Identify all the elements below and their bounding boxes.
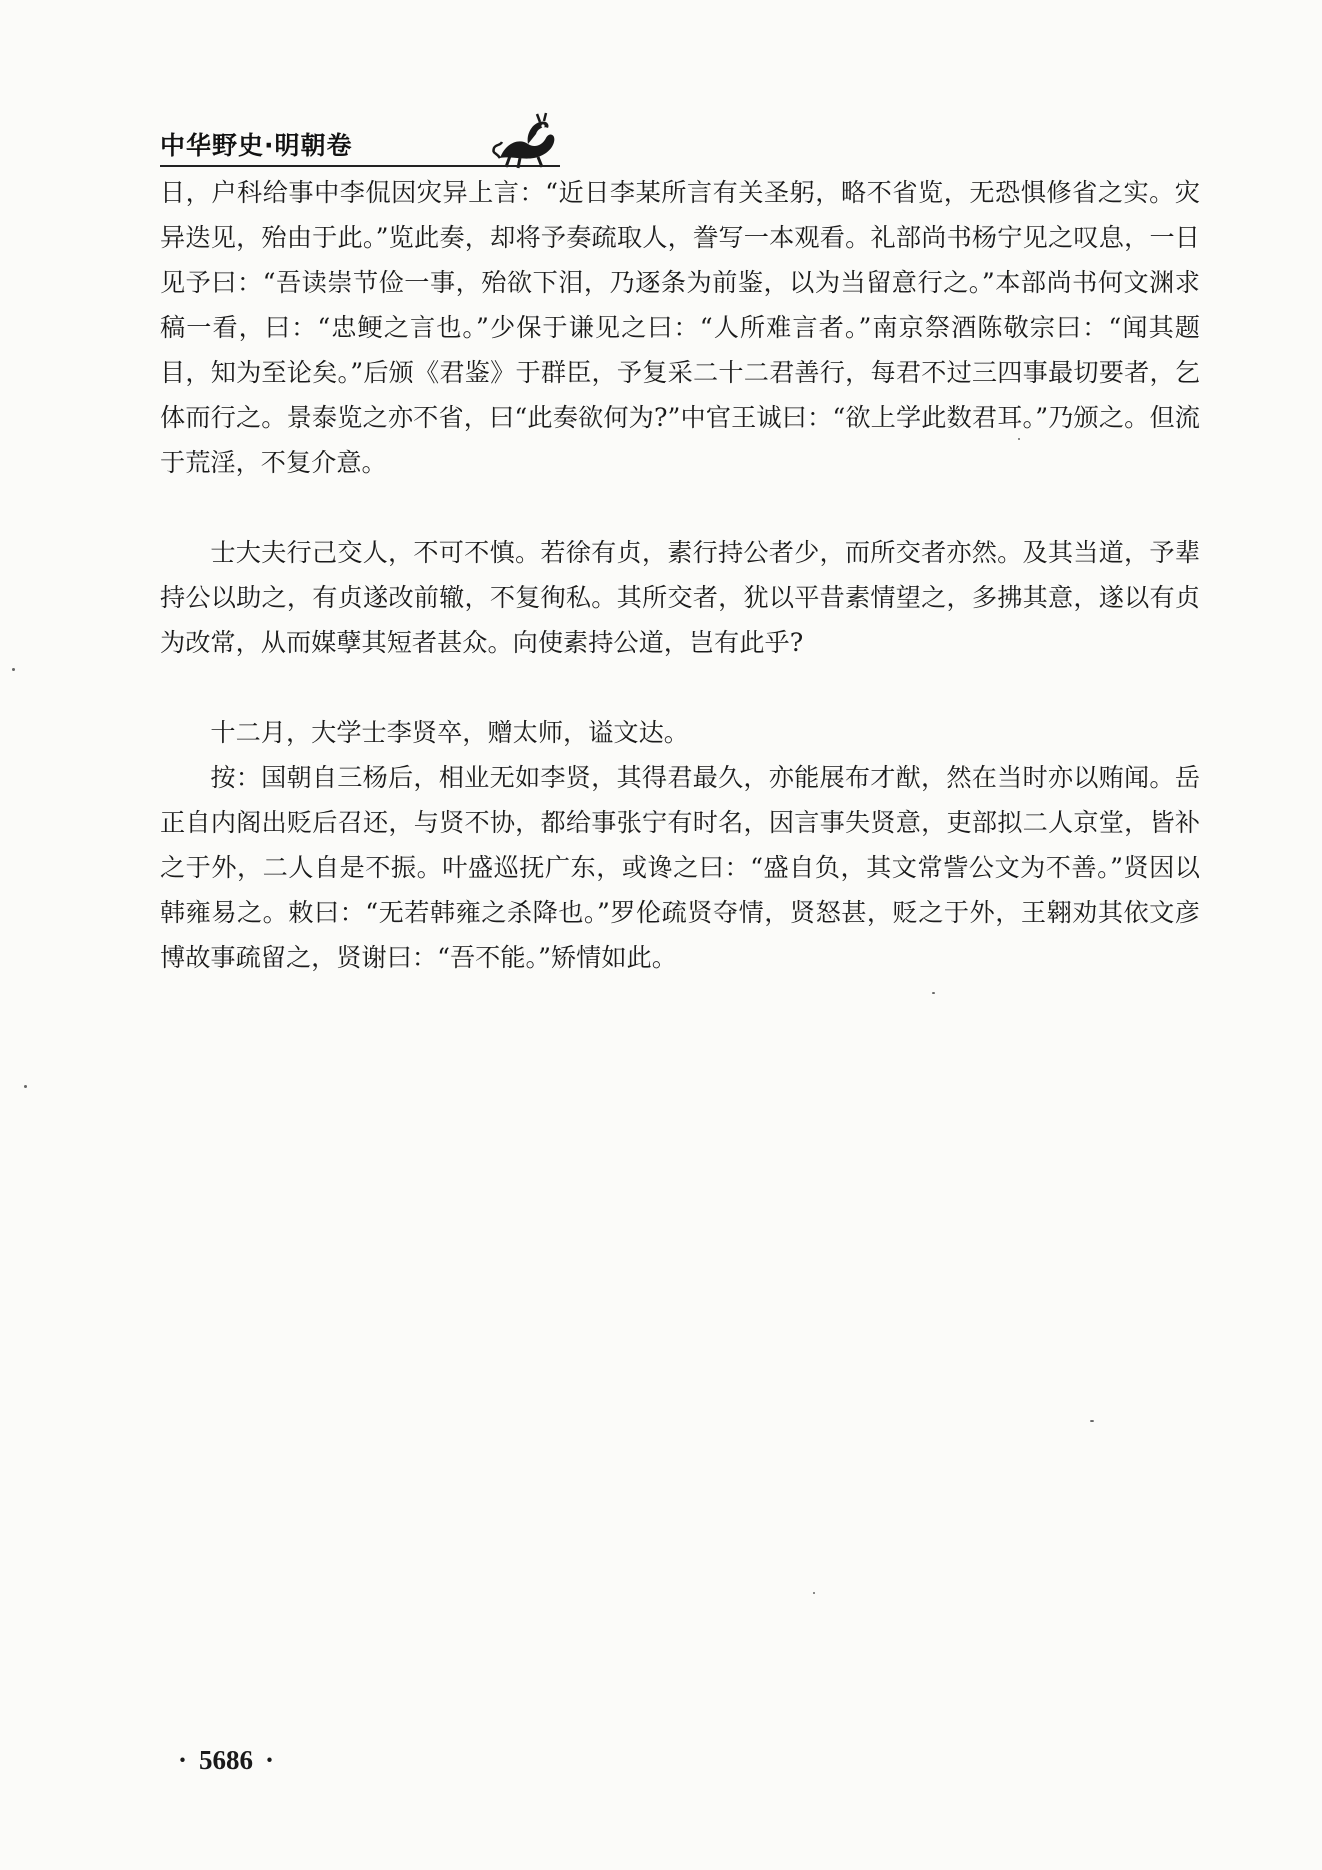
paragraph: 十二月，大学士李贤卒，赠太师，谥文达。 <box>210 718 689 747</box>
scan-speck <box>1018 438 1020 440</box>
running-head-title: 中华野史·明朝卷 <box>160 131 353 160</box>
body-text <box>160 170 1200 980</box>
paragraph: 士大夫行己交人，不可不慎。若徐有贞，素行持公者少，而所交者亦然。及其当道，予辈持公以助之，有贞遂改前辙，不复徇私。其所交者，犹以平昔素情望之，多拂其意，遂以有贞为改常，从而媒孽其短者甚众。向使素持公道，岂有此乎? <box>160 538 1200 657</box>
folio-bullet: · <box>178 1745 188 1775</box>
folio-bullet: · <box>265 1745 275 1775</box>
paragraph: 日，户科给事中李侃因灾异上言：“近日李某所言有关圣躬，略不省览，无恐惧修省之实。灾异迭见，殆由于此。”览此奏，却将予奏疏取人，誊写一本观看。礼部尚书杨宁见之叹息，一日见予曰：“吾读崇节俭一事，殆欲下泪，乃逐条为前鉴，以为当留意行之。”本部尚书何文渊求稿一看，曰：“忠鲠之言也。”少保于谦见之曰：“人所难言者。”南京祭酒陈敬宗曰：“闻其题目，知为至论矣。”后颁《君鉴》于群臣，予复采二十二君善行，每君不过三四事最切要者，乞体而行之。景泰览之亦不省，曰“此奏欲何为?”中官王诚曰：“欲上学此数君耳。”乃颁之。但流于荒淫，不复介意。 <box>160 178 1200 477</box>
scan-speck <box>932 992 935 994</box>
page-number <box>178 1745 274 1776</box>
scan-speck <box>813 1592 815 1594</box>
scan-speck <box>24 1085 27 1088</box>
scan-speck <box>1090 1420 1094 1422</box>
dragon-emblem-icon <box>490 112 560 170</box>
scan-speck <box>12 668 15 671</box>
page-number-value: 5686 <box>199 1745 254 1775</box>
header-rule <box>160 165 560 167</box>
paragraph-gap <box>160 485 1200 530</box>
paragraph-gap <box>160 665 1200 710</box>
page-header <box>160 112 560 172</box>
paragraph: 按：国朝自三杨后，相业无如李贤，其得君最久，亦能展布才猷，然在当时亦以贿闻。岳正自内阁出贬后召还，与贤不协，都给事张宁有时名，因言事失贤意，吏部拟二人京堂，皆补之于外，二人自是不振。叶盛巡抚广东，或谗之曰：“盛自负，其文常訾公文为不善。”贤因以韩雍易之。敕曰：“无若韩雍之杀降也。”罗伦疏贤夺情，贤怒甚，贬之于外，王翱劝其依文彦博故事疏留之，贤谢曰：“吾不能。”矫情如此。 <box>160 763 1200 972</box>
